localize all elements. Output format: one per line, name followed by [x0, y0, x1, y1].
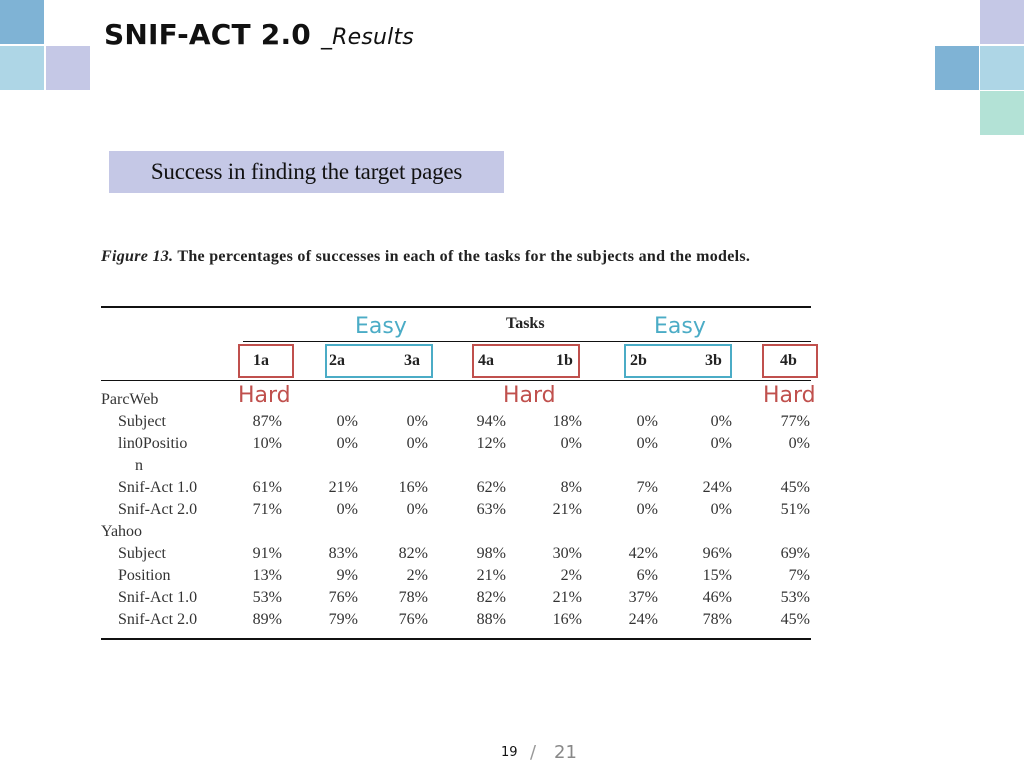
table-cell: 63%: [476, 501, 506, 518]
table-cell: 21%: [552, 501, 582, 518]
row-label: lin0Positio: [118, 435, 188, 452]
table-cell: 45%: [780, 611, 810, 628]
hard-label: Hard: [238, 383, 291, 408]
table-cell: 53%: [780, 589, 810, 606]
table-cell: 7%: [636, 479, 658, 496]
column-header-3b: 3b: [705, 352, 722, 369]
easy-label: Easy: [654, 314, 706, 339]
table-cell: 88%: [476, 611, 506, 628]
page-separator: /: [530, 742, 537, 763]
table-cell: 82%: [476, 589, 506, 606]
deco-square: [0, 0, 44, 44]
table-cell: 53%: [252, 589, 282, 606]
table-cell: 69%: [780, 545, 810, 562]
column-header-4a: 4a: [478, 352, 494, 369]
table-cell: 0%: [406, 501, 428, 518]
table-cell: 42%: [628, 545, 658, 562]
title-text: SNIF-ACT 2.0: [104, 18, 311, 51]
table-cell: 24%: [702, 479, 732, 496]
page-total: 21: [554, 742, 577, 763]
table-cell: 78%: [398, 589, 428, 606]
figure-number: Figure 13.: [101, 248, 174, 265]
table-cell: 13%: [252, 567, 282, 584]
column-header-2b: 2b: [630, 352, 647, 369]
table-cell: 0%: [710, 413, 732, 430]
table-cell: 76%: [398, 611, 428, 628]
table-cell: 24%: [628, 611, 658, 628]
row-label: Snif-Act 1.0: [118, 479, 198, 496]
hard-label: Hard: [763, 383, 816, 408]
table-cell: 62%: [476, 479, 506, 496]
table-cell: 71%: [252, 501, 282, 518]
table-cell: 61%: [252, 479, 282, 496]
hard-box-4b: [762, 344, 818, 378]
table-cell: 89%: [252, 611, 282, 628]
table-cell: 77%: [780, 413, 810, 430]
table-cell: 82%: [398, 545, 428, 562]
table-cell: 2%: [560, 567, 582, 584]
deco-square: [980, 46, 1024, 90]
hard-box-1a: [238, 344, 294, 378]
row-label: Subject: [118, 413, 166, 430]
table-cell: 9%: [336, 567, 358, 584]
table-cell: 79%: [328, 611, 358, 628]
row-label-continuation: n: [135, 457, 143, 474]
table-cell: 0%: [406, 413, 428, 430]
title-subtitle: _Results: [320, 25, 414, 50]
hard-label: Hard: [503, 383, 556, 408]
row-label: Subject: [118, 545, 166, 562]
table-cell: 78%: [702, 611, 732, 628]
table-bottom-rule: [101, 638, 811, 640]
table-cell: 0%: [636, 435, 658, 452]
deco-square: [980, 91, 1024, 135]
hard-box-4a-1b: [472, 344, 580, 378]
deco-square: [980, 0, 1024, 44]
table-cell: 46%: [702, 589, 732, 606]
column-header-1b: 1b: [556, 352, 573, 369]
column-header-4b: 4b: [780, 352, 797, 369]
column-header-2a: 2a: [329, 352, 345, 369]
row-label: Snif-Act 2.0: [118, 611, 198, 628]
table-cell: 10%: [252, 435, 282, 452]
tasks-header: Tasks: [506, 315, 545, 332]
table-cell: 7%: [788, 567, 810, 584]
table-cell: 45%: [780, 479, 810, 496]
table-cell: 83%: [328, 545, 358, 562]
table-cell: 98%: [476, 545, 506, 562]
easy-label: Easy: [355, 314, 407, 339]
deco-square: [0, 46, 44, 90]
table-cell: 37%: [628, 589, 658, 606]
table-cell: 30%: [552, 545, 582, 562]
row-label: Snif-Act 2.0: [118, 501, 198, 518]
table-cell: 0%: [406, 435, 428, 452]
easy-box-2a-3a: [325, 344, 433, 378]
table-cell: 8%: [560, 479, 582, 496]
page-current: 19: [501, 745, 518, 760]
header-rule: [101, 380, 811, 381]
table-cell: 12%: [476, 435, 506, 452]
group-label: Yahoo: [101, 523, 143, 540]
table-cell: 16%: [552, 611, 582, 628]
table-cell: 51%: [780, 501, 810, 518]
table-cell: 0%: [336, 501, 358, 518]
section-label: Success in finding the target pages: [109, 151, 504, 193]
table-cell: 96%: [702, 545, 732, 562]
column-header-3a: 3a: [404, 352, 420, 369]
table-top-rule: [101, 306, 811, 308]
table-cell: 87%: [252, 413, 282, 430]
deco-square: [46, 46, 90, 90]
deco-square: [935, 46, 979, 90]
table-cell: 18%: [552, 413, 582, 430]
table-cell: 2%: [406, 567, 428, 584]
table-cell: 0%: [788, 435, 810, 452]
group-label: ParcWeb: [101, 391, 159, 408]
table-cell: 6%: [636, 567, 658, 584]
table-cell: 21%: [552, 589, 582, 606]
tasks-rule: [243, 341, 811, 342]
table-cell: 0%: [636, 501, 658, 518]
row-label: Snif-Act 1.0: [118, 589, 198, 606]
table-cell: 76%: [328, 589, 358, 606]
table-cell: 91%: [252, 545, 282, 562]
easy-box-2b-3b: [624, 344, 732, 378]
table-cell: 15%: [702, 567, 732, 584]
table-cell: 0%: [336, 435, 358, 452]
table-cell: 0%: [710, 435, 732, 452]
table-cell: 0%: [636, 413, 658, 430]
row-label: Position: [118, 567, 171, 584]
slide-title: [104, 18, 414, 51]
column-header-1a: 1a: [253, 352, 269, 369]
table-cell: 21%: [476, 567, 506, 584]
caption-text: The percentages of successes in each of the tasks for the subjects and the models.: [177, 248, 751, 265]
table-cell: 0%: [336, 413, 358, 430]
figure-caption: [101, 246, 811, 268]
table-cell: 21%: [328, 479, 358, 496]
table-cell: 0%: [560, 435, 582, 452]
table-cell: 94%: [476, 413, 506, 430]
table-cell: 16%: [398, 479, 428, 496]
table-cell: 0%: [710, 501, 732, 518]
